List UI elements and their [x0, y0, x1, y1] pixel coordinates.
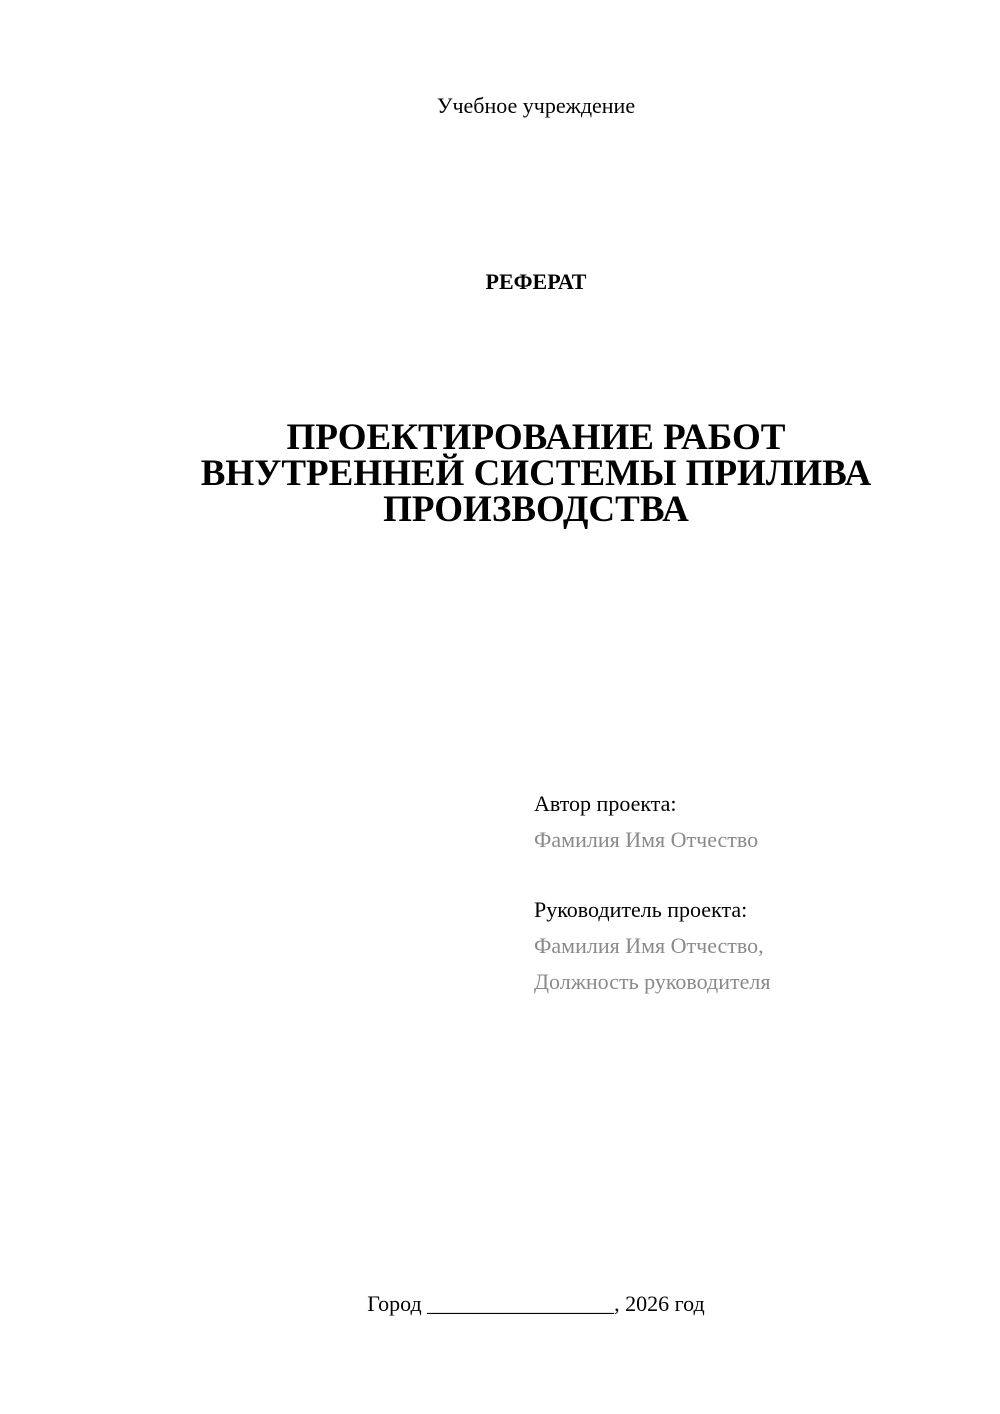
city-year-line: Город _________________, 2026 год [367, 1291, 705, 1316]
author-name-placeholder: Фамилия Имя Отчество [534, 827, 759, 852]
supervisor-block [534, 892, 974, 1000]
document-type: РЕФЕРАТ [485, 269, 587, 294]
supervisor-name-placeholder: Фамилия Имя Отчество, [534, 933, 764, 958]
author-label: Автор проекта: [534, 791, 677, 816]
institution-name: Учебное учреждение [436, 93, 636, 118]
supervisor-position-placeholder: Должность руководителя [534, 969, 771, 994]
supervisor-label: Руководитель проекта: [534, 897, 748, 922]
author-block [534, 786, 974, 858]
title-line: ПРОИЗВОДСТВА [383, 489, 689, 530]
document-title [0, 417, 1000, 530]
title-line: ПРОЕКТИРОВАНИЕ РАБОТ [286, 417, 786, 458]
title-line: ВНУТРЕННЕЙ СИСТЕМЫ ПРИЛИВА [200, 453, 872, 494]
